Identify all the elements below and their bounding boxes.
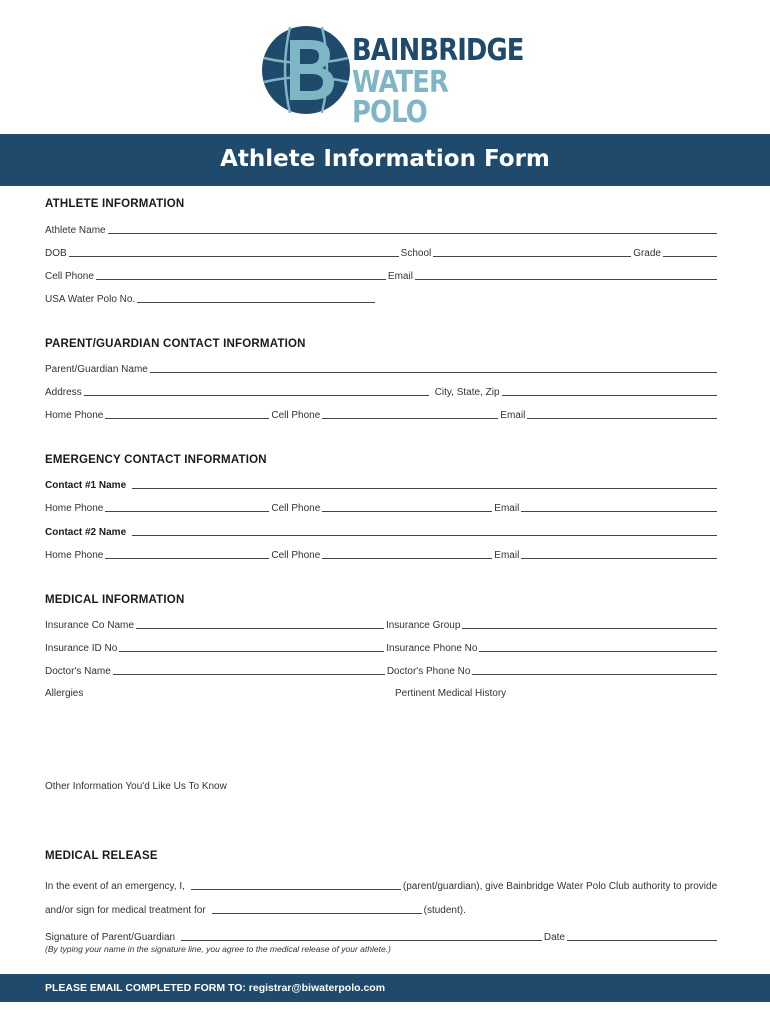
insurance-id-label: Insurance ID No	[45, 643, 118, 654]
city-state-zip-label: City, State, Zip	[434, 387, 500, 398]
athlete-name-row	[45, 222, 719, 236]
athlete-email-field[interactable]	[415, 279, 717, 280]
contact2-email-field[interactable]	[521, 558, 717, 559]
page-title: Athlete Information Form	[220, 146, 550, 172]
parent-home-phone-field[interactable]	[105, 418, 269, 419]
insurance-group-field[interactable]	[462, 628, 717, 629]
medical-history-label: Pertinent Medical History	[395, 688, 507, 699]
school-label: School	[400, 248, 432, 259]
contact1-row	[45, 477, 719, 491]
contact2-name-field[interactable]	[132, 535, 717, 536]
release-line2	[45, 902, 719, 916]
insurance-id-field[interactable]	[119, 651, 384, 652]
usa-no-row	[45, 291, 719, 305]
allergies-label: Allergies	[45, 688, 84, 699]
section-heading-medical: MEDICAL INFORMATION	[45, 594, 185, 606]
signature-note: (By typing your name in the signature line, you agree to the medical release of your athlete.)	[45, 944, 391, 954]
contact2-home-phone-field[interactable]	[105, 558, 269, 559]
address-label: Address	[45, 387, 82, 398]
release-parent-name-field[interactable]	[191, 889, 401, 890]
parent-name-field[interactable]	[150, 372, 717, 373]
dob-field[interactable]	[69, 256, 399, 257]
title-banner	[0, 134, 770, 186]
doctor-row	[45, 663, 719, 677]
logo-text-water-polo: WATER POLO	[352, 65, 449, 130]
club-logo	[260, 22, 524, 130]
insurance-co-label: Insurance Co Name	[45, 620, 134, 631]
home-phone-label: Home Phone	[45, 503, 104, 514]
footer-text: PLEASE EMAIL COMPLETED FORM TO: registrar@biwaterpolo.com	[45, 982, 386, 994]
insurance-id-row	[45, 640, 719, 654]
athlete-cell-phone-field[interactable]	[96, 279, 386, 280]
doctor-phone-label: Doctor's Phone No	[386, 666, 471, 677]
contact2-cell-phone-field[interactable]	[322, 558, 492, 559]
release-text-2b: (student).	[423, 905, 466, 916]
logo-text-bainbridge: BAINBRIDGE	[352, 33, 524, 68]
grade-field[interactable]	[663, 256, 717, 257]
parent-cell-phone-field[interactable]	[322, 418, 498, 419]
home-phone-label: Home Phone	[45, 550, 104, 561]
dob-label: DOB	[45, 248, 67, 259]
athlete-name-label: Athlete Name	[45, 225, 106, 236]
address-field[interactable]	[84, 395, 429, 396]
parent-email-field[interactable]	[527, 418, 717, 419]
contact2-phone-row	[45, 547, 719, 561]
cell-phone-label: Cell Phone	[271, 410, 321, 421]
release-line1	[45, 878, 722, 892]
doctor-name-field[interactable]	[113, 674, 385, 675]
dob-row	[45, 245, 719, 259]
school-field[interactable]	[433, 256, 631, 257]
release-text-1b: (parent/guardian), give Bainbridge Water Polo Club authority to provide	[402, 881, 718, 892]
section-heading-parent: PARENT/GUARDIAN CONTACT INFORMATION	[45, 338, 306, 350]
contact1-home-phone-field[interactable]	[105, 511, 269, 512]
section-heading-athlete: ATHLETE INFORMATION	[45, 198, 185, 210]
footer-banner	[0, 974, 770, 1002]
date-label: Date	[543, 932, 565, 943]
athlete-name-field[interactable]	[108, 233, 717, 234]
cell-phone-label: Cell Phone	[45, 271, 94, 282]
cell-phone-label: Cell Phone	[271, 503, 321, 514]
parent-name-row	[45, 361, 719, 375]
insurance-group-label: Insurance Group	[385, 620, 461, 631]
date-field[interactable]	[567, 940, 717, 941]
athlete-contact-row	[45, 268, 719, 282]
release-text-2a: and/or sign for medical treatment for	[45, 905, 206, 916]
contact1-cell-phone-field[interactable]	[322, 511, 492, 512]
usa-no-label: USA Water Polo No.	[45, 294, 136, 305]
signature-label: Signature of Parent/Guardian	[45, 932, 176, 943]
cell-phone-label: Cell Phone	[271, 550, 321, 561]
contact1-phone-row	[45, 500, 719, 514]
email-label: Email	[494, 550, 520, 561]
contact2-label: Contact #2 Name	[45, 527, 127, 538]
email-label: Email	[494, 503, 520, 514]
insurance-phone-label: Insurance Phone No	[386, 643, 478, 654]
parent-phone-row	[45, 407, 719, 421]
water-polo-ball-icon	[260, 24, 352, 116]
contact1-name-field[interactable]	[132, 488, 717, 489]
insurance-co-row	[45, 617, 719, 631]
doctor-phone-field[interactable]	[472, 674, 717, 675]
home-phone-label: Home Phone	[45, 410, 104, 421]
contact1-email-field[interactable]	[521, 511, 717, 512]
signature-field[interactable]	[181, 940, 542, 941]
other-info-label: Other Information You'd Like Us To Know	[45, 781, 227, 792]
contact1-label: Contact #1 Name	[45, 480, 127, 491]
signature-row	[45, 929, 719, 943]
city-state-zip-field[interactable]	[502, 395, 717, 396]
insurance-co-field[interactable]	[136, 628, 384, 629]
email-label: Email	[500, 410, 526, 421]
usa-no-field[interactable]	[137, 302, 375, 303]
section-heading-release: MEDICAL RELEASE	[45, 850, 158, 862]
release-text-1a: In the event of an emergency, I,	[45, 881, 185, 892]
grade-label: Grade	[633, 248, 661, 259]
section-heading-emergency: EMERGENCY CONTACT INFORMATION	[45, 454, 267, 466]
email-label: Email	[387, 271, 413, 282]
insurance-phone-field[interactable]	[479, 651, 717, 652]
contact2-row	[45, 524, 719, 538]
release-student-name-field[interactable]	[212, 913, 422, 914]
address-row	[45, 384, 719, 398]
parent-name-label: Parent/Guardian Name	[45, 364, 148, 375]
doctor-name-label: Doctor's Name	[45, 666, 111, 677]
